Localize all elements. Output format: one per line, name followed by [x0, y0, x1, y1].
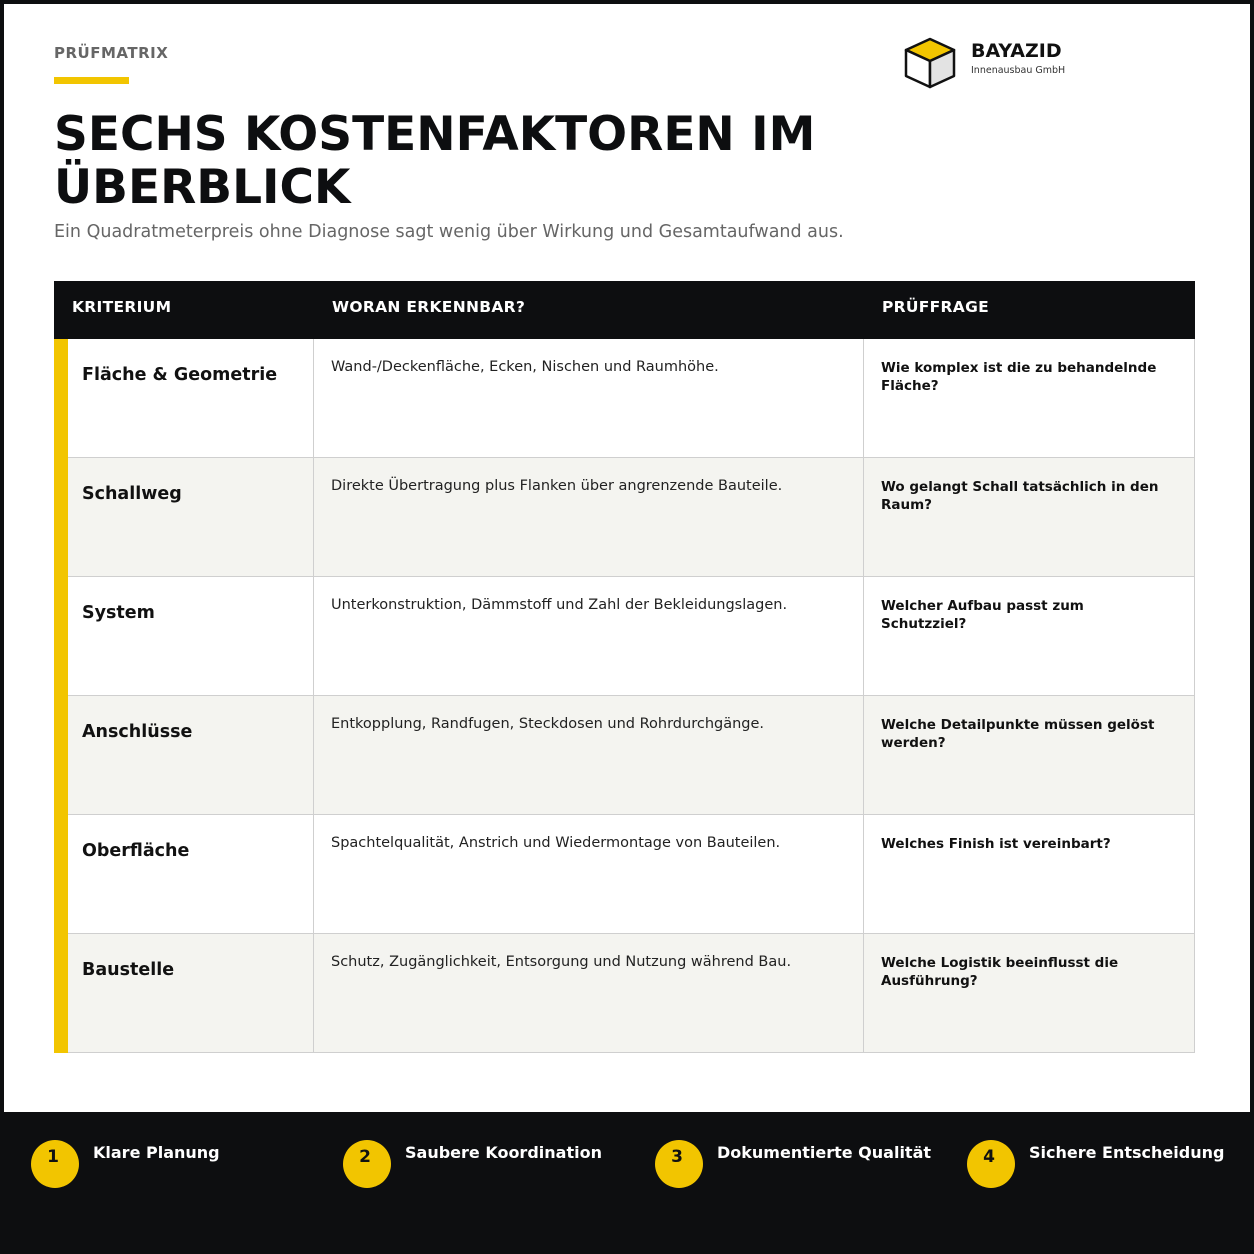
indicator-text: Spachtelqualität, Anstrich und Wiedermontage von Bauteilen.	[331, 835, 781, 851]
indicator-cell	[314, 934, 864, 1052]
page-title: SECHS KOSTENFAKTOREN IM ÜBERBLICK	[54, 107, 816, 215]
question-cell	[864, 458, 1194, 576]
indicator-text: Schutz, Zugänglichkeit, Entsorgung und Nutzung während Bau.	[331, 954, 792, 970]
question-text: Wo gelangt Schall tatsächlich in den Raum?	[881, 479, 1159, 513]
column-header-woran-erkennbar: WORAN ERKENNBAR?	[332, 298, 526, 316]
question-cell	[864, 815, 1194, 933]
criterion-cell	[68, 339, 314, 457]
table-body	[54, 339, 1195, 1053]
indicator-cell	[314, 815, 864, 933]
badge-number: 1	[47, 1147, 59, 1167]
table-row	[68, 339, 1195, 458]
eyebrow-label: PRÜFMATRIX	[54, 44, 169, 62]
question-text: Wie komplex ist die zu behandelnde Fläche?	[881, 360, 1157, 394]
logo-name: BAYAZID	[971, 40, 1062, 62]
indicator-cell	[314, 458, 864, 576]
table-row	[68, 458, 1195, 577]
indicator-text: Direkte Übertragung plus Flanken über angrenzende Bauteile.	[331, 478, 783, 494]
indicator-cell	[314, 577, 864, 695]
table-row	[68, 934, 1195, 1053]
question-text: Welche Logistik beeinflusst die Ausführung?	[881, 955, 1119, 989]
badge-number: 2	[359, 1147, 371, 1167]
indicator-cell	[314, 339, 864, 457]
criterion-name: Anschlüsse	[82, 722, 193, 742]
page-subtitle: Ein Quadratmeterpreis ohne Diagnose sagt wenig über Wirkung und Gesamtaufwand aus.	[54, 222, 844, 242]
badge-number: 3	[671, 1147, 683, 1167]
column-header-kriterium: KRITERIUM	[72, 298, 172, 316]
criteria-table	[54, 281, 1195, 1053]
table-row	[68, 577, 1195, 696]
table-row	[68, 815, 1195, 934]
criterion-cell	[68, 458, 314, 576]
criterion-cell	[68, 815, 314, 933]
criterion-name: Fläche & Geometrie	[82, 365, 278, 385]
criterion-cell	[68, 934, 314, 1052]
eyebrow-accent-bar	[54, 77, 129, 84]
question-cell	[864, 339, 1194, 457]
footer-item-label: Klare Planung	[93, 1143, 220, 1162]
question-cell	[864, 934, 1194, 1052]
indicator-cell	[314, 696, 864, 814]
question-cell	[864, 696, 1194, 814]
table-accent-stripe	[54, 339, 68, 1053]
criterion-name: System	[82, 603, 155, 623]
criterion-cell	[68, 577, 314, 695]
number-badge	[31, 1140, 79, 1188]
number-badge	[655, 1140, 703, 1188]
question-cell	[864, 577, 1194, 695]
cube-icon	[902, 35, 958, 91]
logo-subtitle: Innenausbau GmbH	[971, 65, 1066, 76]
indicator-text: Entkopplung, Randfugen, Steckdosen und Rohrdurchgänge.	[331, 716, 765, 732]
criterion-name: Oberfläche	[82, 841, 190, 861]
column-header-prueffrage: PRÜFFRAGE	[882, 298, 989, 316]
footer-item-label: Saubere Koordination	[405, 1143, 602, 1162]
indicator-text: Wand-/Deckenfläche, Ecken, Nischen und Raumhöhe.	[331, 359, 719, 375]
number-badge	[343, 1140, 391, 1188]
question-text: Welches Finish ist vereinbart?	[881, 836, 1111, 852]
criterion-cell	[68, 696, 314, 814]
criterion-name: Schallweg	[82, 484, 182, 504]
table-header	[54, 281, 1195, 339]
table-row	[68, 696, 1195, 815]
number-badge	[967, 1140, 1015, 1188]
footer-item-label: Sichere Entscheidung	[1029, 1143, 1225, 1162]
indicator-text: Unterkonstruktion, Dämmstoff und Zahl der Bekleidungslagen.	[331, 597, 788, 613]
footer-item-label: Dokumentierte Qualität	[717, 1143, 932, 1162]
footer-bar	[0, 1112, 1254, 1254]
badge-number: 4	[983, 1147, 995, 1167]
question-text: Welcher Aufbau passt zum Schutzziel?	[881, 598, 1084, 632]
question-text: Welche Detailpunkte müssen gelöst werden?	[881, 717, 1155, 751]
criterion-name: Baustelle	[82, 960, 175, 980]
